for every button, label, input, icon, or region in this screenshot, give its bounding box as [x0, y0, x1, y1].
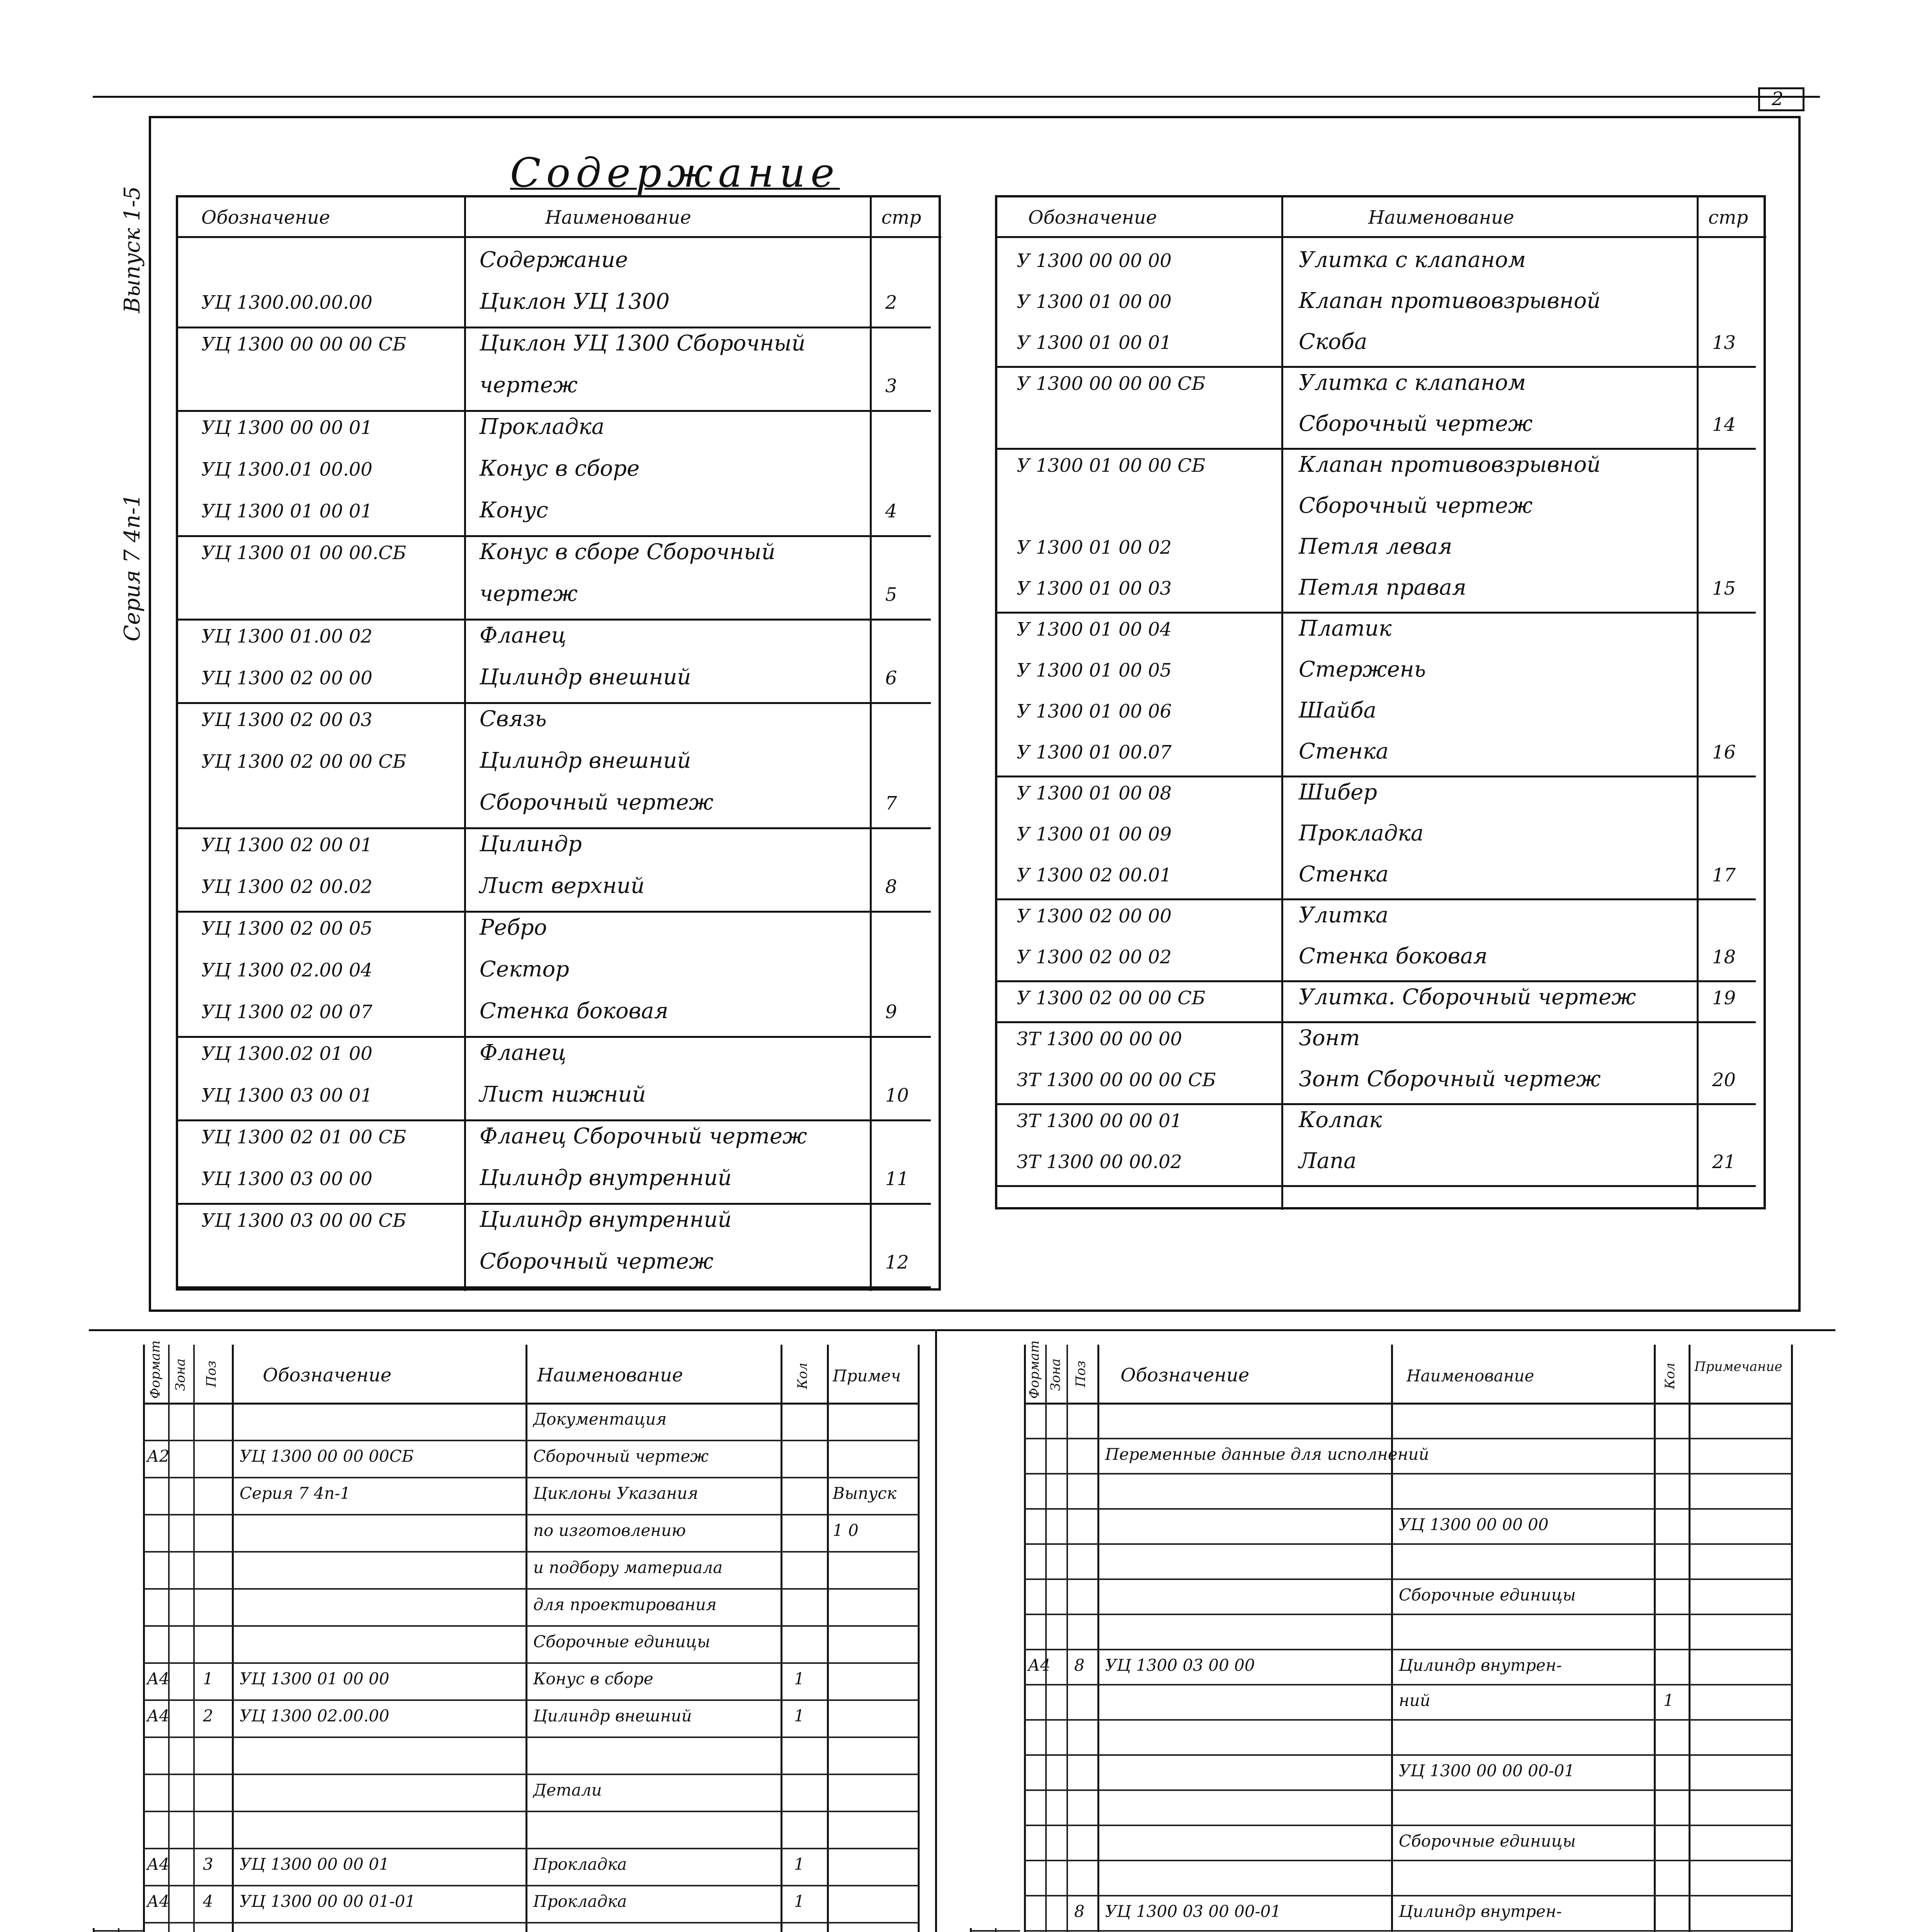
contents-row-name: Шибер — [1299, 780, 1378, 805]
contents-row-name: Циклон УЦ 1300 Сборочный — [480, 331, 806, 356]
contents-row-page: 19 — [1712, 987, 1736, 1009]
contents-row-name: Скоба — [1299, 329, 1367, 354]
contents-left-header-designation: Обозначение — [201, 207, 330, 228]
contents-row-designation: У 1300 01 00 00 СБ — [1017, 455, 1206, 476]
spec-row-name: Конус в сборе — [533, 1669, 653, 1688]
contents-row-name: Стенка — [1299, 739, 1389, 764]
spec-left-header-zone: Зона — [173, 1358, 188, 1391]
spec-row-line — [1024, 1543, 1791, 1545]
contents-row-name: Цилиндр внутренний — [480, 1207, 732, 1232]
spec-row-line — [143, 1811, 918, 1812]
spec-row-designation: Переменные данные для исполнений — [1105, 1445, 1429, 1464]
contents-row-page: 16 — [1712, 742, 1736, 763]
contents-row-page: 20 — [1712, 1069, 1736, 1091]
contents-row-name: Платик — [1299, 616, 1392, 641]
spec-row-line — [143, 1551, 918, 1553]
contents-group-divider — [997, 1185, 1756, 1187]
contents-row-designation: УЦ 1300.00.00.00 — [201, 292, 372, 313]
contents-row-designation: У 1300 01 00 05 — [1017, 660, 1172, 681]
spec-row-name: Цилиндр внешний — [533, 1706, 692, 1725]
spec-row-name: Цилиндр внутрен- — [1399, 1902, 1562, 1921]
contents-row-name: Сборочный чертеж — [480, 790, 714, 815]
contents-row-designation: У 1300 02 00 00 СБ — [1017, 987, 1206, 1009]
contents-row-designation: У 1300 02 00.01 — [1017, 864, 1172, 886]
spec-left-header-name: Наименование — [537, 1364, 683, 1386]
contents-row-designation: УЦ 1300.01 00.00 — [201, 459, 372, 480]
spec-row-note: Выпуск — [833, 1484, 897, 1503]
contents-row-page: 13 — [1712, 332, 1736, 354]
contents-group-divider — [997, 612, 1756, 614]
contents-row-designation: УЦ 1300 01.00 02 — [201, 626, 372, 647]
contents-row-page: 12 — [885, 1252, 909, 1273]
spec-row-line — [1024, 1438, 1791, 1439]
spec-row-qty: 1 — [794, 1855, 804, 1874]
contents-row-name: Содержание — [480, 247, 628, 272]
spec-row-line — [143, 1477, 918, 1478]
spec-row-name: УЦ 1300 00 00 00 — [1399, 1515, 1549, 1534]
spec-row-designation: УЦ 1300 00 00 01 — [240, 1855, 389, 1874]
contents-row-name: Фланец — [480, 623, 566, 648]
spec-row-designation: УЦ 1300 03 00 00-01 — [1105, 1902, 1281, 1921]
contents-group-divider — [178, 410, 931, 412]
contents-row-page: 4 — [885, 500, 897, 522]
contents-row-designation: УЦ 1300 02 00 01 — [201, 834, 372, 856]
spec-row-name: Циклоны Указания — [533, 1484, 698, 1503]
contents-row-name: Клапан противовзрывной — [1299, 452, 1601, 477]
contents-row-name: Циклон УЦ 1300 — [480, 289, 670, 314]
spec-row-note: 1 0 — [833, 1521, 859, 1540]
contents-row-designation: У 1300 01 00 02 — [1017, 537, 1172, 558]
spec-row-line — [1024, 1614, 1791, 1615]
contents-row-designation: УЦ 1300 01 00 01 — [201, 500, 372, 522]
contents-right-header-page: стр — [1708, 207, 1748, 228]
spec-row-line — [143, 1885, 918, 1886]
spec-row-name: и подбору материала — [533, 1558, 723, 1577]
spec-row-name: Документация — [533, 1410, 667, 1429]
spec-row-pos: 8 — [1074, 1656, 1085, 1675]
spec-row-line — [143, 1588, 918, 1590]
spec-row-line — [143, 1736, 918, 1738]
contents-row-name: Конус в сборе — [480, 456, 640, 481]
contents-row-name: Сборочный чертеж — [1299, 411, 1533, 436]
contents-right-header-designation: Обозначение — [1028, 207, 1157, 228]
spec-row-line — [143, 1699, 918, 1701]
contents-group-divider — [997, 448, 1756, 450]
contents-group-divider — [178, 827, 931, 829]
contents-right-table — [995, 195, 1766, 1209]
contents-group-divider — [178, 327, 931, 328]
spec-row-name: Прокладка — [533, 1892, 627, 1911]
contents-row-name: Клапан противовзрывной — [1299, 288, 1601, 313]
bottom-center-divider — [935, 1331, 937, 1932]
contents-group-divider — [178, 1203, 931, 1205]
contents-row-page: 11 — [885, 1168, 909, 1190]
contents-group-divider — [178, 1286, 931, 1288]
contents-row-page: 21 — [1712, 1151, 1736, 1173]
spec-row-format: А4 — [147, 1669, 170, 1688]
spec-row-line — [1024, 1508, 1791, 1510]
spec-row-name: Детали — [533, 1781, 602, 1799]
contents-row-name: Улитка с клапаном — [1299, 370, 1526, 395]
spec-row-name: УЦ 1300 00 00 00-01 — [1399, 1761, 1575, 1780]
spec-row-designation: УЦ 1300 01 00 00 — [240, 1669, 389, 1688]
contents-group-divider — [178, 619, 931, 621]
contents-row-designation: УЦ 1300 02.00 04 — [201, 959, 372, 981]
contents-row-name: Сборочный чертеж — [1299, 493, 1533, 518]
sheet-number: 2 — [1772, 88, 1784, 110]
spec-left-header-note: Примеч — [833, 1366, 901, 1385]
contents-row-page: 15 — [1712, 578, 1736, 599]
spec-row-line — [1024, 1754, 1791, 1756]
side-label-series: Серия 7 4п-1 — [120, 493, 145, 641]
contents-row-page: 10 — [885, 1085, 909, 1106]
contents-row-page: 9 — [885, 1001, 897, 1023]
spec-row-line — [1024, 1684, 1791, 1685]
contents-row-name: Стенка — [1299, 862, 1389, 887]
contents-row-designation: УЦ 1300 02 00 05 — [201, 918, 372, 939]
contents-row-page: 5 — [885, 584, 897, 605]
spec-row-name: Цилиндр внутрен- — [1399, 1656, 1562, 1675]
contents-row-name: Прокладка — [1299, 821, 1424, 846]
contents-row-name: Зонт Сборочный чертеж — [1299, 1066, 1601, 1092]
contents-right-header-name: Наименование — [1368, 207, 1514, 228]
contents-row-name: Петля левая — [1299, 534, 1452, 559]
contents-row-designation: У 1300 01 00 06 — [1017, 701, 1172, 722]
spec-right-header-pos: Поз — [1073, 1361, 1088, 1387]
spec-right-header-format: Формат — [1027, 1340, 1042, 1399]
spec-row-qty: 1 — [794, 1892, 804, 1911]
contents-row-designation: УЦ 1300 02 01 00 СБ — [201, 1126, 406, 1148]
middle-divider-line — [89, 1329, 1835, 1331]
spec-left-header-pos: Поз — [204, 1361, 219, 1387]
contents-row-designation: У 1300 01 00 00 — [1017, 291, 1172, 313]
contents-row-name: чертеж — [480, 372, 578, 398]
contents-group-divider — [178, 535, 931, 537]
spec-row-line — [143, 1848, 918, 1849]
contents-row-designation: У 1300 01 00.07 — [1017, 742, 1172, 763]
contents-row-page: 2 — [885, 292, 897, 313]
contents-row-page: 17 — [1712, 864, 1736, 886]
spec-row-line — [1024, 1789, 1791, 1791]
contents-row-designation: У 1300 01 00 04 — [1017, 619, 1172, 640]
contents-row-designation: У 1300 01 00 03 — [1017, 578, 1172, 599]
spec-row-line — [143, 1625, 918, 1627]
contents-row-name: Связь — [480, 706, 547, 731]
contents-row-name: Зонт — [1299, 1026, 1360, 1051]
contents-row-page: 3 — [885, 375, 897, 397]
spec-row-name: ний — [1399, 1691, 1430, 1710]
spec-row-line — [143, 1440, 918, 1441]
contents-row-designation: УЦ 1300 03 00 01 — [201, 1085, 372, 1106]
contents-left-table — [176, 195, 941, 1291]
spec-row-pos: 3 — [203, 1855, 213, 1874]
spec-right-header-qty: Кол — [1662, 1362, 1678, 1389]
contents-group-divider — [178, 911, 931, 913]
spec-row-pos: 2 — [203, 1706, 213, 1725]
side-strip-inner-line — [118, 1928, 119, 1932]
contents-title: Содержание — [510, 149, 840, 196]
contents-row-name: Фланец Сборочный чертеж — [480, 1124, 807, 1149]
spec-row-designation: Серия 7 4п-1 — [240, 1484, 350, 1503]
spec-row-designation: УЦ 1300 00 00 01-01 — [240, 1892, 416, 1911]
contents-row-page: 7 — [885, 793, 897, 814]
contents-row-designation: У 1300 01 00 08 — [1017, 782, 1172, 804]
spec-right-header-designation: Обозначение — [1121, 1364, 1250, 1386]
contents-row-name: Лист нижний — [480, 1082, 646, 1107]
spec-row-format: А4 — [1028, 1656, 1051, 1675]
spec-row-name: Сборочный чертеж — [533, 1447, 709, 1466]
contents-group-divider — [997, 980, 1756, 982]
spec-row-name: Прокладка — [533, 1855, 627, 1874]
spec-row-name: Сборочные единицы — [533, 1632, 711, 1651]
spec-left-header-format: Формат — [148, 1340, 163, 1399]
spec-left-header-qty: Кол — [795, 1362, 810, 1389]
spec-row-line — [1024, 1860, 1791, 1861]
contents-row-designation: У 1300 00 00 00 — [1017, 250, 1172, 272]
contents-row-designation: У 1300 01 00 01 — [1017, 332, 1172, 354]
spec-row-qty: 1 — [1663, 1691, 1674, 1710]
spec-row-line — [1024, 1578, 1791, 1580]
spec-row-line — [143, 1774, 918, 1775]
contents-row-name: Стенка боковая — [1299, 944, 1488, 969]
spec-row-pos: 4 — [203, 1892, 213, 1911]
contents-row-name: Лист верхний — [480, 873, 645, 898]
spec-row-format: А4 — [147, 1892, 170, 1911]
spec-row-line — [1024, 1473, 1791, 1475]
contents-row-name: Улитка с клапаном — [1299, 247, 1526, 272]
contents-row-designation: УЦ 1300 01 00 00.СБ — [201, 542, 406, 564]
contents-group-divider — [997, 1103, 1756, 1105]
contents-row-name: Фланец — [480, 1040, 566, 1065]
spec-row-format: А4 — [147, 1855, 170, 1874]
spec-row-format: А4 — [147, 1706, 170, 1725]
contents-group-divider — [997, 366, 1756, 368]
contents-row-name: Цилиндр внешний — [480, 748, 691, 773]
side-strip-inner-line — [995, 1928, 997, 1932]
contents-row-designation: УЦ 1300.02 01 00 — [201, 1043, 372, 1065]
contents-row-name: Прокладка — [480, 414, 605, 439]
contents-row-name: Улитка. Сборочный чертеж — [1299, 985, 1636, 1010]
spec-left-header-designation: Обозначение — [263, 1364, 392, 1386]
contents-row-designation: У 1300 02 00 00 — [1017, 905, 1172, 927]
spec-right-header-zone: Зона — [1048, 1358, 1063, 1391]
spec-row-line — [143, 1514, 918, 1515]
spec-right — [958, 1340, 1793, 1932]
contents-row-name: Стенка боковая — [480, 998, 668, 1024]
spec-row-line — [1024, 1895, 1791, 1896]
contents-row-designation: УЦ 1300 02 00 03 — [201, 709, 372, 731]
contents-row-designation: У 1300 00 00 00 СБ — [1017, 373, 1206, 395]
contents-row-name: Цилиндр — [480, 832, 582, 857]
spec-row-line — [1024, 1930, 1791, 1932]
contents-group-divider — [178, 702, 931, 704]
contents-row-name: Цилиндр внешний — [480, 665, 691, 690]
spec-row-qty: 1 — [794, 1669, 804, 1688]
contents-row-page: 18 — [1712, 946, 1736, 968]
contents-group-divider — [997, 776, 1756, 777]
contents-group-divider — [178, 1036, 931, 1038]
spec-row-pos: 8 — [1074, 1902, 1085, 1921]
contents-row-name: чертеж — [480, 581, 578, 606]
contents-row-designation: У 1300 01 00 09 — [1017, 823, 1172, 845]
contents-group-divider — [997, 898, 1756, 900]
contents-row-page: 14 — [1712, 414, 1736, 435]
top-border-line — [93, 96, 1820, 98]
side-label-issue: Выпуск 1-5 — [120, 186, 145, 313]
contents-row-name: Сборочный чертеж — [480, 1249, 714, 1274]
spec-row-name: Сборочные единицы — [1399, 1832, 1576, 1850]
spec-row-qty: 1 — [794, 1706, 804, 1725]
spec-row-name: для проектирования — [533, 1595, 717, 1614]
spec-row-pos: 1 — [203, 1669, 213, 1688]
spec-row-line — [143, 1922, 918, 1923]
spec-right-header-name: Наименование — [1406, 1366, 1534, 1385]
spec-left — [93, 1340, 920, 1932]
contents-row-name: Петля правая — [1299, 575, 1466, 600]
spec-right-header-note: Примечание — [1694, 1359, 1782, 1374]
contents-row-designation: УЦ 1300 03 00 00 — [201, 1168, 372, 1190]
contents-row-name: Шайба — [1299, 698, 1376, 723]
spec-row-line — [1024, 1825, 1791, 1826]
spec-row-line — [143, 1662, 918, 1664]
contents-row-designation: УЦ 1300 02 00.02 — [201, 876, 372, 898]
spec-row-name: Сборочные единицы — [1399, 1585, 1576, 1604]
contents-row-name: Конус — [480, 498, 548, 523]
contents-row-designation: У 1300 02 00 02 — [1017, 946, 1172, 968]
contents-group-divider — [997, 1021, 1756, 1023]
contents-row-designation: УЦ 1300 02 00 00 СБ — [201, 751, 406, 772]
contents-row-designation: ЗТ 1300 00 00.02 — [1017, 1151, 1182, 1173]
contents-group-divider — [178, 1119, 931, 1121]
contents-row-designation: ЗТ 1300 00 00 01 — [1017, 1110, 1182, 1132]
contents-row-designation: ЗТ 1300 00 00 00 — [1017, 1028, 1182, 1050]
contents-row-designation: УЦ 1300 00 00 00 СБ — [201, 333, 406, 355]
contents-left-header-page: стр — [881, 207, 922, 228]
contents-row-name: Стержень — [1299, 657, 1426, 682]
contents-row-page: 8 — [885, 876, 897, 898]
contents-row-designation: УЦ 1300 02 00 07 — [201, 1001, 372, 1023]
contents-row-name: Конус в сборе Сборочный — [480, 539, 776, 565]
contents-row-designation: УЦ 1300 00 00 01 — [201, 417, 372, 439]
contents-row-page: 6 — [885, 667, 897, 689]
contents-row-name: Цилиндр внутренний — [480, 1165, 732, 1190]
spec-row-line — [1024, 1719, 1791, 1721]
spec-row-line — [1024, 1649, 1791, 1650]
contents-row-name: Лапа — [1299, 1148, 1357, 1173]
spec-row-format: А2 — [147, 1447, 170, 1466]
spec-row-designation: УЦ 1300 02.00.00 — [240, 1706, 389, 1725]
contents-row-designation: ЗТ 1300 00 00 00 СБ — [1017, 1069, 1216, 1091]
contents-row-designation: УЦ 1300 02 00 00 — [201, 667, 372, 689]
contents-row-name: Колпак — [1299, 1107, 1382, 1133]
contents-row-name: Сектор — [480, 957, 570, 982]
spec-row-designation: УЦ 1300 00 00 00СБ — [240, 1447, 414, 1466]
contents-row-designation: УЦ 1300 03 00 00 СБ — [201, 1210, 406, 1231]
spec-row-name: по изготовлению — [533, 1521, 686, 1540]
contents-row-name: Ребро — [480, 915, 547, 940]
contents-row-name: Улитка — [1299, 903, 1389, 928]
spec-row-designation: УЦ 1300 03 00 00 — [1105, 1656, 1255, 1675]
contents-left-header-name: Наименование — [545, 207, 691, 228]
